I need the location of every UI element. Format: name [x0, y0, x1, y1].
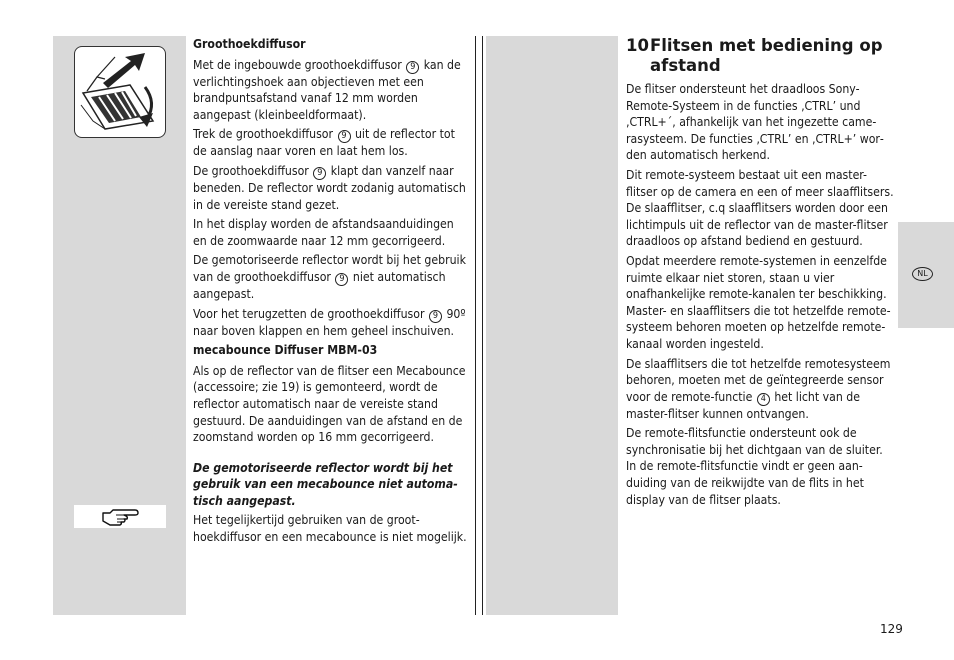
middle-margin-band: [486, 36, 618, 615]
page-number: 129: [880, 622, 903, 636]
reference-number: 9: [338, 130, 351, 143]
pointing-hand-icon: [74, 505, 166, 528]
left-text-column: [193, 36, 467, 549]
reference-number: 9: [429, 310, 442, 323]
reference-number: 9: [335, 273, 348, 286]
paragraph: Het tegelijkertijd gebruiken van de groothoekdiffusor en een mecabounce is niet mogelijk.: [193, 513, 467, 545]
column-divider: [482, 36, 483, 615]
note-text: De gemotoriseerde reflector wordt bij het gebruik van een mecabounce niet automatisch aangepast.: [193, 460, 458, 508]
language-badge: NL: [912, 267, 933, 281]
paragraph: In het display worden de afstandsaanduidingen en de zoomwaarde naar 12 mm gecorrigeerd.: [193, 217, 454, 248]
chapter-title: 10Flitsen met bediening op afstand: [626, 36, 883, 75]
paragraph: Opdat meerdere remote-systemen in eenzelfde ruimte elkaar niet storen, staan u vier onafhankelijke remote-kanalen ter beschikking. Master- en slaafflitsers die tot hetzelfde remote-systeem behoren moeten op hetzelfde remote-kanaal worden ingesteld.: [626, 253, 891, 351]
paragraph: Trek de groothoekdiffusor 9 uit de reflector tot de aanslag naar voren en laat hem los.: [193, 127, 455, 159]
section-heading: mecabounce Diffuser MBM-03: [193, 343, 378, 358]
paragraph: In de remote-flitsfunctie vindt er geen aanduiding van de reikwijdte van de flits in het display van de flitser plaats.: [626, 459, 864, 507]
paragraph: Voor het terugzetten de groothoekdiffusor 9 90º naar boven klappen en hem geheel inschuiven.: [193, 306, 466, 338]
reference-number: 9: [313, 167, 326, 180]
reference-number: 9: [406, 61, 419, 74]
right-text-column: [626, 36, 894, 511]
paragraph: De flitser ondersteunt het draadloos Sony-Remote-Systeem in de functies ‚CTRL’ und ‚CTRL+´, afhankelijk van het ingezette camerasysteem. De functies ‚CTRL’ en ‚CTRL+’ worden automatisch herkend.: [626, 82, 884, 163]
paragraph: De groothoekdiffusor 9 klapt dan vanzelf naar beneden. De reflector wordt zodanig automatisch in de vereiste stand gezet.: [193, 163, 466, 212]
wide-angle-diffuser-illustration: [74, 46, 166, 138]
paragraph: Met de ingebouwde groothoekdiffusor 9 kan de verlichtingshoek aan objectieven met een brandpuntsafstand vanaf 12 mm worden aangepast (kleinbeeldformaat).: [193, 57, 461, 122]
reference-number: 4: [757, 393, 770, 406]
paragraph: De gemotoriseerde reflector wordt bij het gebruik van de groothoekdiffusor 9 niet automatisch aangepast.: [193, 253, 466, 301]
column-divider: [475, 36, 476, 615]
paragraph: De slaafflitsers die tot hetzelfde remotesysteem behoren, moeten met de geïntegreerde sensor voor de remote-functie 4 het licht van de master-flitser kunnen ontvangen.: [626, 356, 891, 421]
paragraph: Als op de reflector van de flitser een Mecabounce (accessoire; zie 19) is gemonteerd, wordt de reflector automatisch naar de vereiste stand gestuurd. De aanduidingen van de afstand en de zoomstand worden op 16 mm gecorrigeerd.: [193, 363, 466, 445]
paragraph: Dit remote-systeem bestaat uit een master-flitser op de camera en een of meer slaafflitsers. De slaafflitser, c.q slaafflitsers worden door een lichtimpuls uit de reflector van de master-flitser draadloos op afstand bediend en gestuurd.: [626, 167, 894, 249]
paragraph: De remote-flitsfunctie ondersteunt ook de synchronisatie bij het dichtgaan van de sluiter.: [626, 426, 883, 457]
section-heading: Groothoekdiffusor: [193, 37, 306, 51]
